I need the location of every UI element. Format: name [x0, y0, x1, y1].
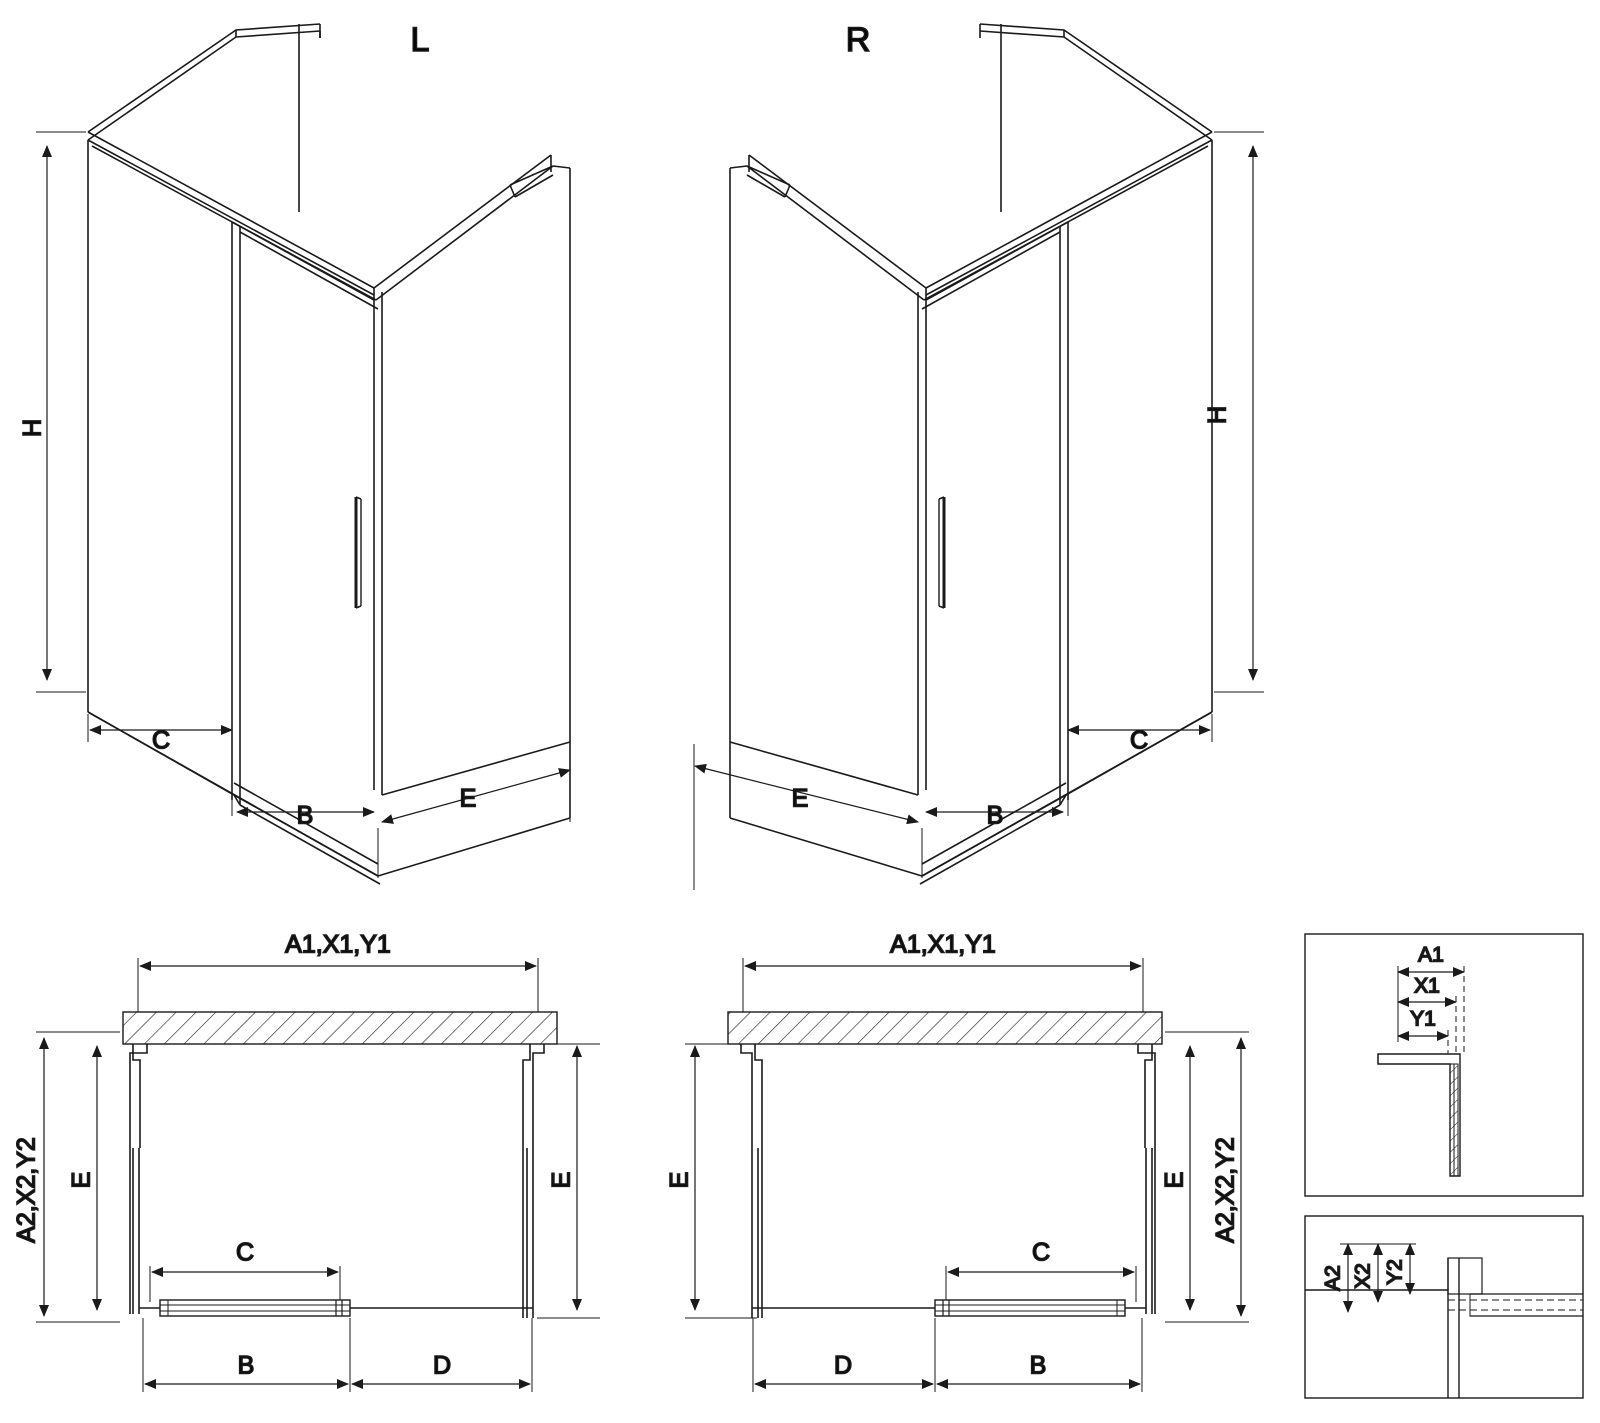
iso-l-rail-front-mid	[88, 140, 374, 295]
iso-r-left-top-connector	[730, 166, 747, 168]
iso-r-door-top-edge2	[922, 232, 1060, 309]
detail-bottom-label-a2: A2	[1321, 1265, 1345, 1291]
plan-l-left-profile-a	[133, 1044, 140, 1148]
iso-l-title: L	[410, 20, 430, 59]
iso-r-door-top-edge	[926, 222, 1068, 300]
iso-l-tray-left-front	[88, 712, 378, 876]
iso-r-label-B: B	[986, 801, 1004, 830]
iso-l-right-rail-top	[374, 155, 551, 288]
plan-l-label-left-outer: A2,X2,Y2	[12, 1137, 41, 1243]
plan-r-label-B: B	[1029, 1351, 1047, 1380]
plan-r-door-track	[935, 1300, 1125, 1316]
plan-l-right-profile-a	[523, 1044, 530, 1148]
plan-r-dim-top	[743, 958, 1143, 1012]
plan-r-label-C: C	[1031, 1238, 1051, 1267]
iso-l-label-C: C	[151, 726, 171, 755]
iso-l-door-top-edge	[232, 222, 374, 300]
plan-r-label-top: A1,X1,Y1	[890, 930, 996, 959]
iso-r-left-rail-inner-cap	[785, 185, 790, 197]
iso-l-dim-height	[36, 132, 86, 692]
iso-l-tray-bottom-front	[378, 818, 570, 876]
iso-l-label-B: B	[296, 801, 314, 830]
detail-bottom-frame	[1305, 1216, 1583, 1398]
plan-l-wall	[123, 1012, 557, 1044]
plan-l-label-D: D	[432, 1351, 452, 1380]
plan-l-label-B: B	[237, 1351, 255, 1380]
plan-r-left-profile-b	[741, 1044, 752, 1148]
detail-top	[1305, 934, 1583, 1196]
detail-top-label-x1: X1	[1414, 974, 1440, 998]
iso-r-tray-right-front	[922, 712, 1212, 876]
iso-r-rail-front-mid	[926, 140, 1212, 295]
plan-r-dim-left	[685, 1044, 757, 1318]
iso-r-label-H: H	[1203, 405, 1232, 425]
plan-r-wall	[728, 1012, 1162, 1044]
detail-bottom-label-x2: X2	[1351, 1263, 1375, 1289]
detail-top-label-y1: Y1	[1410, 1007, 1436, 1031]
iso-r-left-rail-top	[749, 155, 926, 288]
detail-bottom-label-y2: Y2	[1383, 1259, 1407, 1285]
plan-r-left-profile-a	[755, 1044, 762, 1148]
iso-r-left-rail-bot	[747, 166, 924, 300]
plan-l-dim-C	[150, 1266, 340, 1302]
iso-l-door-top-edge2	[240, 232, 378, 309]
iso-r-label-E: E	[791, 784, 809, 813]
plan-l-right-profile-b	[533, 1044, 544, 1148]
plan-l-label-right: E	[547, 1171, 576, 1189]
iso-l-rail-front-top	[88, 132, 374, 288]
iso-r-rail-front-top	[926, 132, 1212, 288]
detail-top-profile	[1378, 1054, 1460, 1176]
iso-l-label-E: E	[459, 784, 477, 813]
plan-l-dim-top	[138, 958, 538, 1012]
iso-view-left	[88, 24, 570, 884]
plan-r-dim-C	[946, 1266, 1136, 1302]
iso-r-title: R	[845, 20, 871, 59]
plan-l-label-top: A1,X1,Y1	[285, 930, 391, 959]
iso-r-label-C: C	[1129, 726, 1149, 755]
detail-top-label-a1: A1	[1418, 943, 1444, 967]
iso-l-label-H: H	[18, 418, 47, 438]
plan-r-right-profile-a	[1145, 1044, 1152, 1148]
plan-r-label-left: E	[665, 1171, 694, 1189]
iso-r-top-rail-rear2	[980, 31, 1212, 140]
iso-l-right-rail-inner-cap	[510, 185, 515, 197]
iso-l-right-rail-bot	[376, 166, 553, 300]
iso-l-top-rail-rear2	[88, 31, 320, 140]
iso-r-tray-bottom-front	[730, 818, 922, 876]
detail-bottom	[1305, 1216, 1583, 1398]
iso-r-tray-front-left	[730, 742, 918, 795]
plan-l-door-track	[160, 1300, 350, 1316]
plan-l-label-left-inner: E	[67, 1171, 96, 1189]
plan-r-label-D: D	[833, 1351, 853, 1380]
plan-r-label-right-inner: E	[1160, 1171, 1189, 1189]
plan-r-label-right-outer: A2,X2,Y2	[1211, 1137, 1240, 1243]
detail-bottom-glass	[1470, 1294, 1583, 1316]
iso-view-right	[730, 24, 1212, 884]
detail-bottom-profile	[1448, 1258, 1482, 1294]
iso-l-right-top-connector	[553, 166, 570, 168]
plan-l-label-C: C	[235, 1238, 255, 1267]
detail-top-frame	[1305, 934, 1583, 1196]
